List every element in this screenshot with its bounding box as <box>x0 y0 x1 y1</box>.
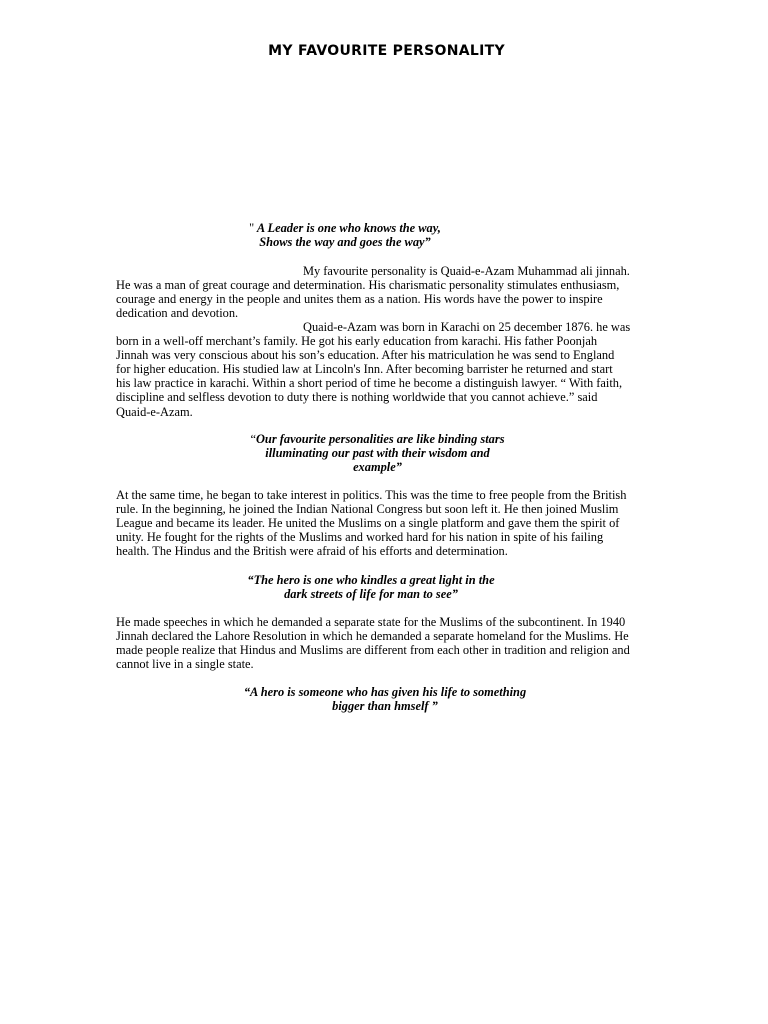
quote-line: illuminating our past with their wisdom and <box>265 446 490 461</box>
quote-line <box>200 432 555 446</box>
quote-line: example” <box>353 460 402 475</box>
text-line: He made speeches in which he demanded a separate state for the Muslims of the subcontinent. In 1940 <box>116 615 626 629</box>
quote-open-mark: “ <box>250 432 256 446</box>
text-line: Quaid-e-Azam. <box>116 404 193 419</box>
text-line: his law practice in karachi. Within a short period of time he become a distinguish lawyer. “ With faith, <box>116 376 623 391</box>
quote-open-mark: " <box>249 221 255 235</box>
text-line: My favourite personality is Quaid-e-Azam Muhammad ali jinnah. <box>303 264 630 278</box>
page-title: MY FAVOURITE PERSONALITY <box>268 43 505 59</box>
text-line: unity. He fought for the rights of the Muslims and worked hard for his nation in spite of his failing <box>116 530 604 545</box>
paragraph-politics <box>116 488 652 558</box>
text-line: At the same time, he began to take interest in politics. This was the time to free people from the British <box>116 488 627 502</box>
text-line: for higher education. His studied law at Lincoln's Inn. After becoming barrister he returned and start <box>116 362 613 377</box>
quote-line <box>200 221 490 235</box>
paragraph-early-life <box>116 320 652 419</box>
quote-line: dark streets of life for man to see” <box>284 587 458 602</box>
paragraph-intro <box>116 264 652 320</box>
text-line: Quaid-e-Azam was born in Karachi on 25 december 1876. he was <box>303 320 631 334</box>
text-line: rule. In the beginning, he joined the Indian National Congress but soon left it. He then joined Muslim <box>116 502 619 517</box>
quote-line: bigger than hmself ” <box>332 699 438 714</box>
quote-hero-life <box>200 685 570 713</box>
paragraph-lahore-resolution <box>116 615 652 671</box>
text-line: League and became its leader. He united the Muslims on a single platform and gave them the spirit of <box>116 516 620 531</box>
text-line: born in a well-off merchant’s family. He got his early education from karachi. His father Poonjah <box>116 334 598 349</box>
text-line: discipline and selfless devotion to duty there is nothing worldwide that you cannot achieve.” said <box>116 390 598 405</box>
text-line: Jinnah declared the Lahore Resolution in which he demanded a separate homeland for the Muslims. He <box>116 629 629 644</box>
text-line: made people realize that Hindus and Muslims are different from each other in tradition and religion and <box>116 643 630 658</box>
quote-line: “A hero is someone who has given his life to something <box>243 685 527 699</box>
quote-text: Our favourite personalities are like binding stars <box>255 432 505 446</box>
text-line: Jinnah was very conscious about his son’s education. After his matriculation he was send to England <box>116 348 615 363</box>
quote-personalities <box>200 432 555 474</box>
text-line: courage and energy in the people and unites them as a nation. His words have the power to inspire <box>116 292 603 307</box>
quote-hero-light <box>200 573 542 601</box>
quote-leader <box>200 221 490 249</box>
quote-line: “The hero is one who kindles a great light in the <box>247 573 495 587</box>
text-line: He was a man of great courage and determination. His charismatic personality stimulates enthusiasm, <box>116 278 620 293</box>
text-line: dedication and devotion. <box>116 306 239 321</box>
quote-line: Shows the way and goes the way” <box>259 235 431 250</box>
quote-text: A Leader is one who knows the way, <box>254 221 441 235</box>
text-line: health. The Hindus and the British were afraid of his efforts and determination. <box>116 544 508 559</box>
text-line: cannot live in a single state. <box>116 657 254 672</box>
